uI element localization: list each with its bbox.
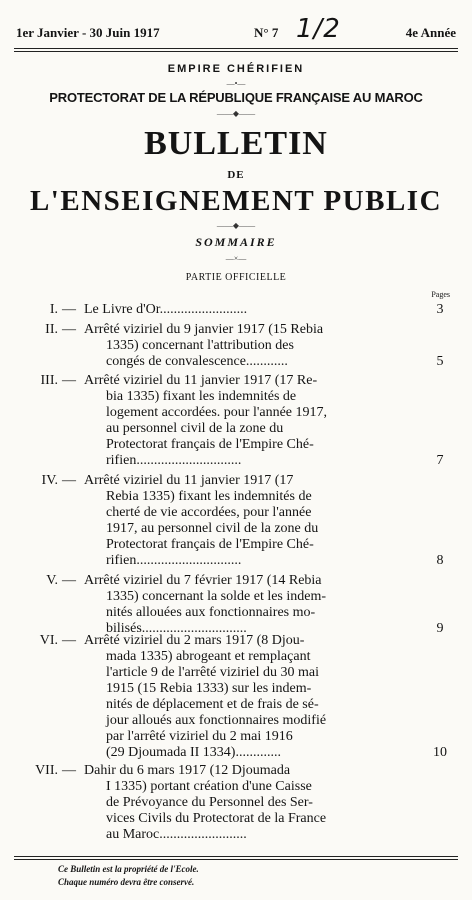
toc-entry-line: 1335) concernant la solde et les indem- — [106, 589, 327, 604]
toc-entry-dash: — — [62, 573, 76, 588]
toc-entry-text — [84, 763, 408, 843]
toc-entry-line: I 1335) portant création d'une Caisse — [106, 779, 312, 794]
ornament-divider: —×— — [225, 254, 247, 263]
footer-note-2: Chaque numéro devra être conservé. — [58, 877, 195, 887]
toc-entry-line: l'article 9 de l'arrêté viziriel du 30 mai — [106, 665, 320, 680]
toc-entry-page: 3 — [436, 302, 444, 317]
toc-entry-line: Arrêté viziriel du 11 janvier 1917 (17 Re- — [84, 373, 318, 388]
header-rule — [14, 48, 458, 49]
toc-entry-text — [84, 633, 408, 761]
issue-number: N° 7 — [254, 25, 279, 40]
toc-entry-text — [84, 322, 408, 370]
toc-entry-line: Arrêté viziriel du 7 février 1917 (14 Rebia — [84, 573, 322, 588]
toc-entry-line: Arrêté viziriel du 2 mars 1917 (8 Djou- — [84, 633, 305, 648]
toc-entry-dash: — — [62, 373, 76, 388]
footer-rule — [14, 856, 458, 857]
footer-note-1: Ce Bulletin est la propriété de l'Ecole. — [58, 864, 199, 874]
toc-entry-line: bilisés.............................. — [106, 621, 247, 636]
toc-entry-line: Arrêté viziriel du 11 janvier 1917 (17 — [84, 473, 294, 488]
toc-entry-line: au Maroc......................... — [106, 827, 247, 842]
toc-entry-dash: — — [62, 763, 76, 778]
toc-entry-line: nités de déplacement et de frais de sé- — [106, 697, 319, 712]
toc-entry-line: 1917, au personnel civil de la zone du — [106, 521, 319, 536]
toc-entry-line: congés de convalescence............ — [106, 354, 288, 369]
toc-entry-line: Le Livre d'Or......................... — [84, 302, 248, 317]
toc-entry-line: rifien.............................. — [106, 453, 242, 468]
title-de: DE — [227, 169, 245, 181]
toc-entry-number: II. — [45, 322, 58, 337]
toc-entry-page: 7 — [436, 453, 444, 468]
toc-entry-line: Dahir du 6 mars 1917 (12 Djoumada — [84, 763, 291, 778]
toc-entry-line: par l'arrêté viziriel du 2 mai 1916 — [106, 729, 293, 744]
toc-entry-page: 9 — [436, 621, 444, 636]
toc-entry-line: Arrêté viziriel du 9 janvier 1917 (15 Rebia — [84, 322, 324, 337]
toc-entry-text — [84, 573, 408, 637]
ornament-divider: ——◆—— — [216, 109, 256, 118]
toc-entry-line: cherté de vie accordées, pour l'année — [106, 505, 312, 520]
toc-entry-number: III. — [40, 373, 58, 388]
toc-entry-line: Rebia 1335) fixant les indemnités de — [106, 489, 312, 504]
sommaire-heading: SOMMAIRE — [195, 235, 277, 249]
toc-entry-line: Protectorat français de l'Empire Ché- — [106, 437, 314, 452]
footer-rule-thin — [14, 859, 458, 860]
page-title: BULLETIN — [144, 125, 328, 162]
header-rule-thin — [14, 51, 458, 52]
toc-entry-line: bia 1335) fixant les indemnités de — [106, 389, 297, 404]
toc-entry-line: Protectorat français de l'Empire Ché- — [106, 537, 314, 552]
toc-entry-line: logement accordées. pour l'année 1917, — [106, 405, 327, 420]
toc-entry-line: mada 1335) abrogeant et remplaçant — [106, 649, 311, 664]
issue-dates: 1er Janvier - 30 Juin 1917 — [16, 25, 160, 40]
toc-entry-line: 1335) concernant l'attribution des — [106, 338, 294, 353]
protectorat-heading: PROTECTORAT DE LA RÉPUBLIQUE FRANÇAISE AU MAROC — [49, 90, 423, 105]
toc-entry-text — [84, 302, 408, 318]
ornament-divider: ——◆—— — [216, 221, 256, 230]
pages-column-label: Pages — [431, 290, 450, 299]
toc-entry-text — [84, 473, 408, 569]
toc-entry-line: de Prévoyance du Personnel des Ser- — [106, 795, 313, 810]
issue-header — [14, 14, 458, 44]
issue-year: 4e Année — [405, 25, 456, 40]
toc-entry-page: 10 — [433, 745, 447, 760]
toc-entry-dash: — — [62, 302, 76, 317]
ornament-divider: —•— — [226, 79, 246, 88]
toc-entry-number: IV. — [41, 473, 58, 488]
empire-heading: EMPIRE CHÉRIFIEN — [167, 63, 305, 75]
toc-entry-line: jour alloués aux fonctionnaires modifié — [106, 713, 327, 728]
toc-entry-dash: — — [62, 633, 76, 648]
toc-entry-page: 5 — [436, 354, 444, 369]
toc-entry-page: 8 — [436, 553, 444, 568]
toc-entry-dash: — — [62, 473, 76, 488]
toc-entry-text — [84, 373, 408, 469]
toc-entry-line: nités allouées aux fonctionnaires mo- — [106, 605, 316, 620]
toc-entry-line: 1915 (15 Rebia 1333) sur les indem- — [106, 681, 312, 696]
toc-entry-line: (29 Djoumada II 1334)............. — [106, 745, 281, 760]
handwritten-annotation: 1/2 — [296, 14, 341, 44]
toc-entry-number: VII. — [35, 763, 58, 778]
toc-entry-number: I. — [49, 302, 58, 317]
toc-entry-dash: — — [62, 322, 76, 337]
toc-entry-line: vices Civils du Protectorat de la France — [106, 811, 327, 826]
toc-entry-line: rifien.............................. — [106, 553, 242, 568]
partie-heading: PARTIE OFFICIELLE — [185, 272, 287, 283]
toc-entry-line: au personnel civil de la zone du — [106, 421, 284, 436]
toc-entry-number: VI. — [39, 633, 58, 648]
page-subtitle: L'ENSEIGNEMENT PUBLIC — [29, 185, 443, 217]
toc-entry-number: V. — [46, 573, 58, 588]
